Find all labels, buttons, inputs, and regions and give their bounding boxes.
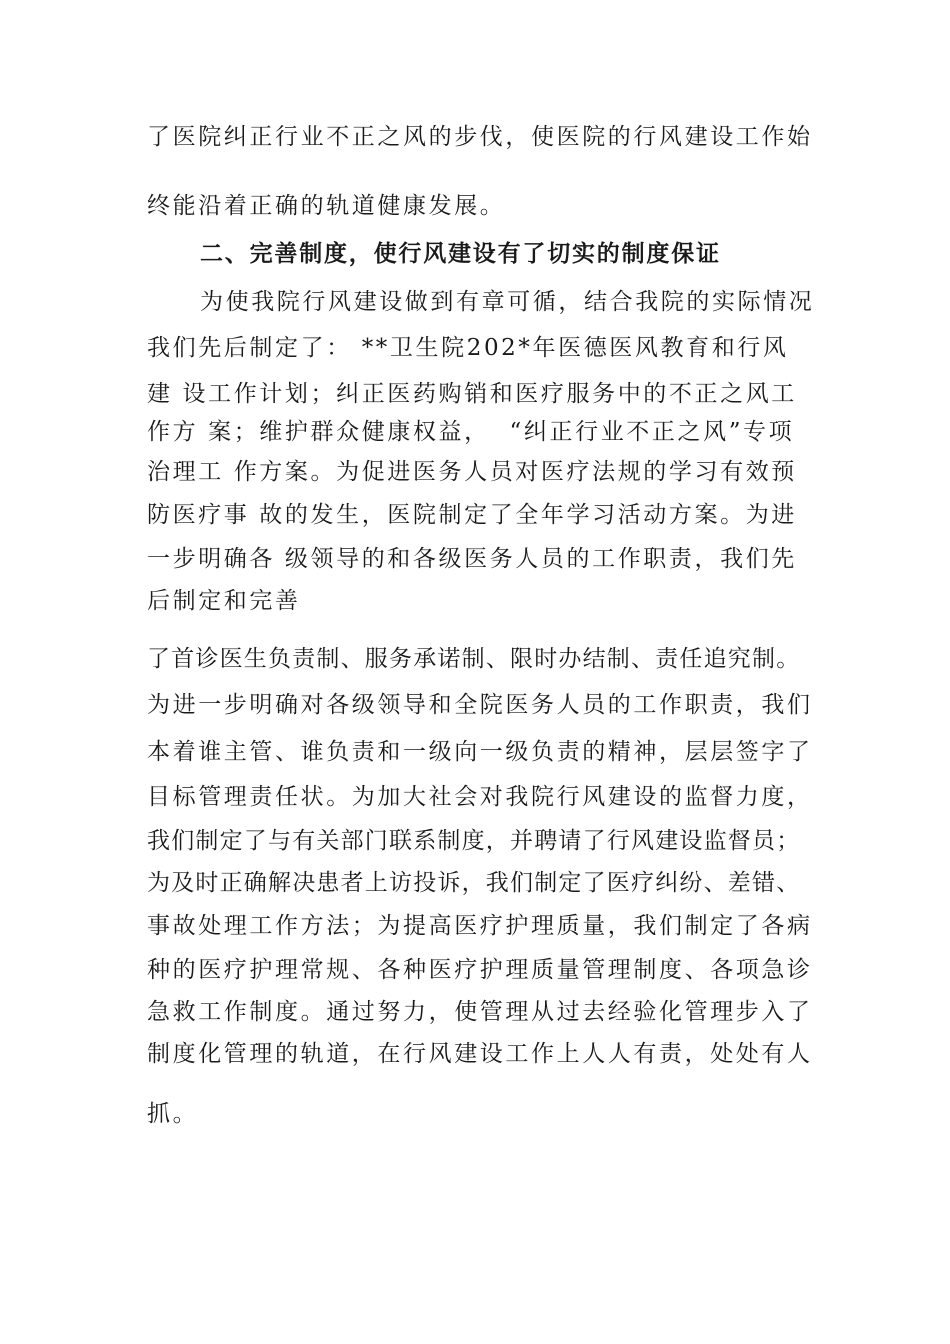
paragraph-two-line-10: 制度化管理的轨道，在行风建设工作上人人有责，处处有人 [147,1041,813,1067]
paragraph-one-line-3: 建 设工作计划；纠正医药购销和医疗服务中的不正之风工 [147,381,797,407]
continuation-line-2: 终能沿着正确的轨道健康发展。 [147,193,506,219]
paragraph-two-line-9: 急救工作制度。通过努力，使管理从过去经验化管理步入了 [147,999,813,1025]
paragraph-two-line-5: 我们制定了与有关部门联系制度，并聘请了行风建设监督员； [147,828,801,854]
paragraph-one-line-2: 我们先后制定了： **卫生院202*年医德医风教育和行风 [147,335,789,361]
paragraph-one-line-4: 作方 案；维护群众健康权益， “纠正行业不正之风”专项 [147,419,795,445]
paragraph-one-line-1: 为使我院行风建设做到有章可循，结合我院的实际情况 [200,289,815,315]
paragraph-one-line-6: 防医疗事 故的发生，医院制定了全年学习活动方案。为进 [147,502,797,528]
paragraph-two-line-8: 种的医疗护理常规、各种医疗护理质量管理制度、各项急诊 [147,957,813,983]
continuation-line-1: 了医院纠正行业不正之风的步伐，使医院的行风建设工作始 [147,124,813,150]
paragraph-two-line-1: 了首诊医生负责制、服务承诺制、限时办结制、责任追究制。 [147,646,801,672]
paragraph-one-line-5: 治理工 作方案。为促进医务人员对医疗法规的学习有效预 [147,459,797,485]
paragraph-two-line-2: 为进一步明确对各级领导和全院医务人员的工作职责，我们 [147,692,813,718]
paragraph-two-line-4: 目标管理责任状。为加大社会对我院行风建设的监督力度， [147,784,813,810]
paragraph-one-line-7: 一步明确各 级领导的和各级医务人员的工作职责，我们先 [147,546,797,572]
paragraph-two-line-7: 事故处理工作方法；为提高医疗护理质量，我们制定了各病 [147,913,813,939]
paragraph-two-line-6: 为及时正确解决患者上访投诉，我们制定了医疗纠纷、差错、 [147,870,801,896]
paragraph-two-line-3: 本着谁主管、谁负责和一级向一级负责的精神，层层签字了 [147,739,813,765]
section-heading: 二、完善制度，使行风建设有了切实的制度保证 [200,241,721,267]
paragraph-one-line-8: 后制定和完善 [147,588,301,614]
paragraph-two-line-11: 抓。 [147,1101,199,1127]
